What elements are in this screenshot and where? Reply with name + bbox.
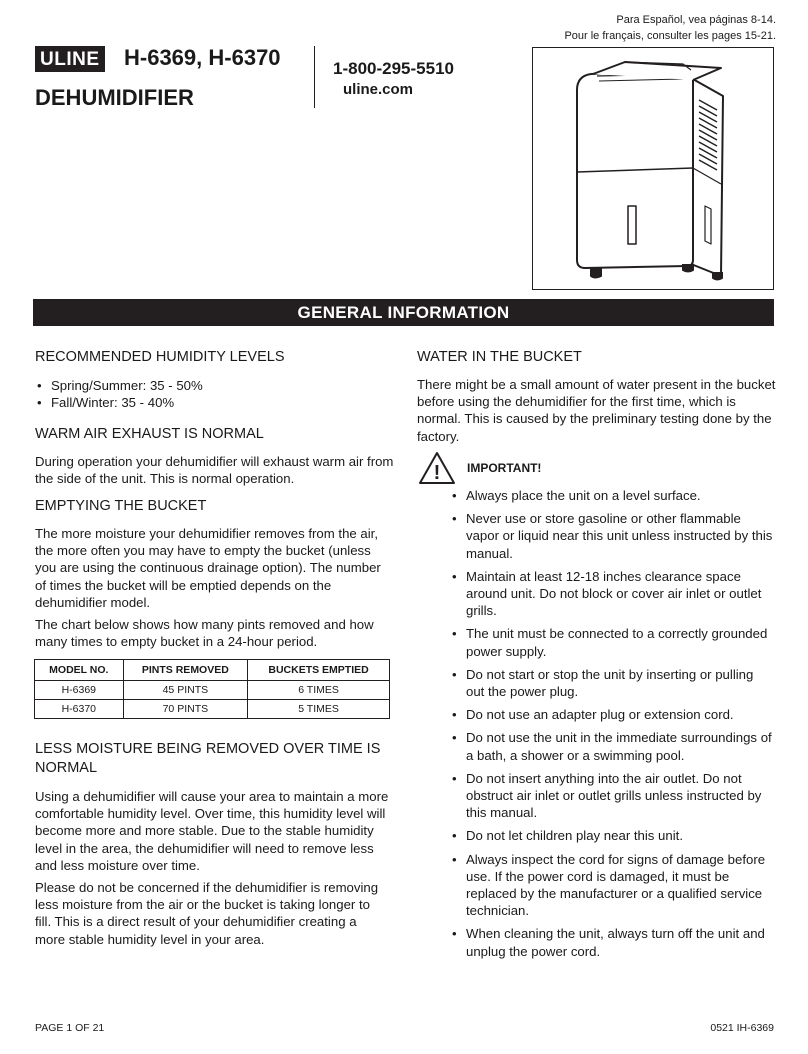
list-item: • Fall/Winter: 35 - 40% — [35, 394, 203, 411]
humidity-list — [35, 377, 203, 411]
important-list — [450, 487, 775, 960]
less-moisture-paragraph-2: Please do not be concerned if the dehumidifier is removing less moisture from the air or the bucket is taking longer to fill. This is a direct result of your dehumidifier creating a more stable humidity level in your area. — [35, 880, 379, 947]
uline-logo: ULINE — [35, 46, 105, 72]
product-title: DEHUMIDIFIER — [35, 85, 194, 110]
list-item: • Do not use an adapter plug or extension cord. — [450, 706, 775, 723]
important-label: IMPORTANT! — [467, 461, 542, 475]
water-heading: WATER IN THE BUCKET — [417, 349, 582, 365]
column-header: MODEL NO. — [35, 660, 124, 681]
document-code: 0521 IH-6369 — [710, 1022, 774, 1034]
table-cell: 45 PINTS — [123, 681, 247, 700]
exhaust-text: During operation your dehumidifier will exhaust warm air from the side of the unit. This is normal operation. — [35, 454, 394, 487]
french-note: Pour le français, consulter les pages 15-21. — [564, 30, 776, 42]
list-item: • Maintain at least 12-18 inches clearance space around unit. Do not block or cover air inlet or outlet grills. — [450, 568, 775, 620]
dehumidifier-drawing — [533, 48, 775, 291]
model-numbers: H-6369, H-6370 — [124, 45, 281, 70]
spanish-note: Para Español, vea páginas 8-14. — [616, 14, 776, 26]
table-row — [35, 700, 390, 719]
svg-text:!: ! — [433, 462, 441, 484]
table-cell: H-6369 — [35, 681, 124, 700]
bucket-chart-table — [34, 659, 390, 719]
less-moisture-paragraph-1: Using a dehumidifier will cause your area to maintain a more comfortable humidity level. Over time, this humidity level will become more and more stable. Due to the stable humidity level in the area, the dehumidifier will need to remove less and less moisture over time. — [35, 789, 389, 873]
emptying-paragraph-2: The chart below shows how many pints removed and how many times to empty bucket in a 24-hour period. — [35, 617, 374, 650]
list-item: • Do not use the unit in the immediate surroundings of a bath, a shower or a swimming pool. — [450, 729, 775, 763]
page-number: PAGE 1 OF 21 — [35, 1022, 105, 1034]
dehumidifier-illustration — [532, 47, 774, 290]
list-item: • Never use or store gasoline or other flammable vapor or liquid near this unit unless instructed by this manual. — [450, 510, 775, 562]
table-cell: 6 TIMES — [248, 681, 390, 700]
exhaust-heading: WARM AIR EXHAUST IS NORMAL — [35, 426, 264, 442]
table-cell: H-6370 — [35, 700, 124, 719]
water-text: There might be a small amount of water present in the bucket before using the dehumidifier for the first time, which is normal. This is caused by the preliminary testing done by the factory. — [417, 377, 776, 444]
column-header: PINTS REMOVED — [123, 660, 247, 681]
less-moisture-heading: LESS MOISTURE BEING REMOVED OVER TIME IS NORMAL — [35, 741, 381, 776]
table-cell: 70 PINTS — [123, 700, 247, 719]
table-row — [35, 681, 390, 700]
warning-icon — [418, 451, 456, 490]
emptying-heading: EMPTYING THE BUCKET — [35, 498, 207, 514]
list-item: • Do not insert anything into the air outlet. Do not obstruct air inlet or outlet grills unless instructed by this manual. — [450, 770, 775, 822]
general-information-banner: GENERAL INFORMATION — [33, 299, 774, 326]
phone-number: 1-800-295-5510 — [333, 59, 454, 78]
list-item: • Do not let children play near this unit. — [450, 827, 775, 844]
language-note — [564, 12, 776, 44]
list-item: • When cleaning the unit, always turn off the unit and unplug the power cord. — [450, 925, 775, 959]
header-divider — [314, 46, 315, 108]
emptying-paragraph-1: The more moisture your dehumidifier removes from the air, the more often you may have to empty the bucket (unless you are using the continuous drainage option). The number of times the bucket will be emptied depends on the dehumidifier model. — [35, 526, 381, 610]
list-item: • Always inspect the cord for signs of damage before use. If the power cord is damaged, it must be replaced by the manufacturer or a qualified service technician. — [450, 851, 775, 920]
list-item: • Do not start or stop the unit by inserting or pulling out the power plug. — [450, 666, 775, 700]
list-item: • Always place the unit on a level surface. — [450, 487, 775, 504]
list-item: • Spring/Summer: 35 - 50% — [35, 377, 203, 394]
table-cell: 5 TIMES — [248, 700, 390, 719]
list-item: • The unit must be connected to a correctly grounded power supply. — [450, 625, 775, 659]
column-header: BUCKETS EMPTIED — [248, 660, 390, 681]
website-link[interactable]: uline.com — [343, 81, 414, 98]
humidity-heading: RECOMMENDED HUMIDITY LEVELS — [35, 349, 285, 365]
table-header-row — [35, 660, 390, 681]
